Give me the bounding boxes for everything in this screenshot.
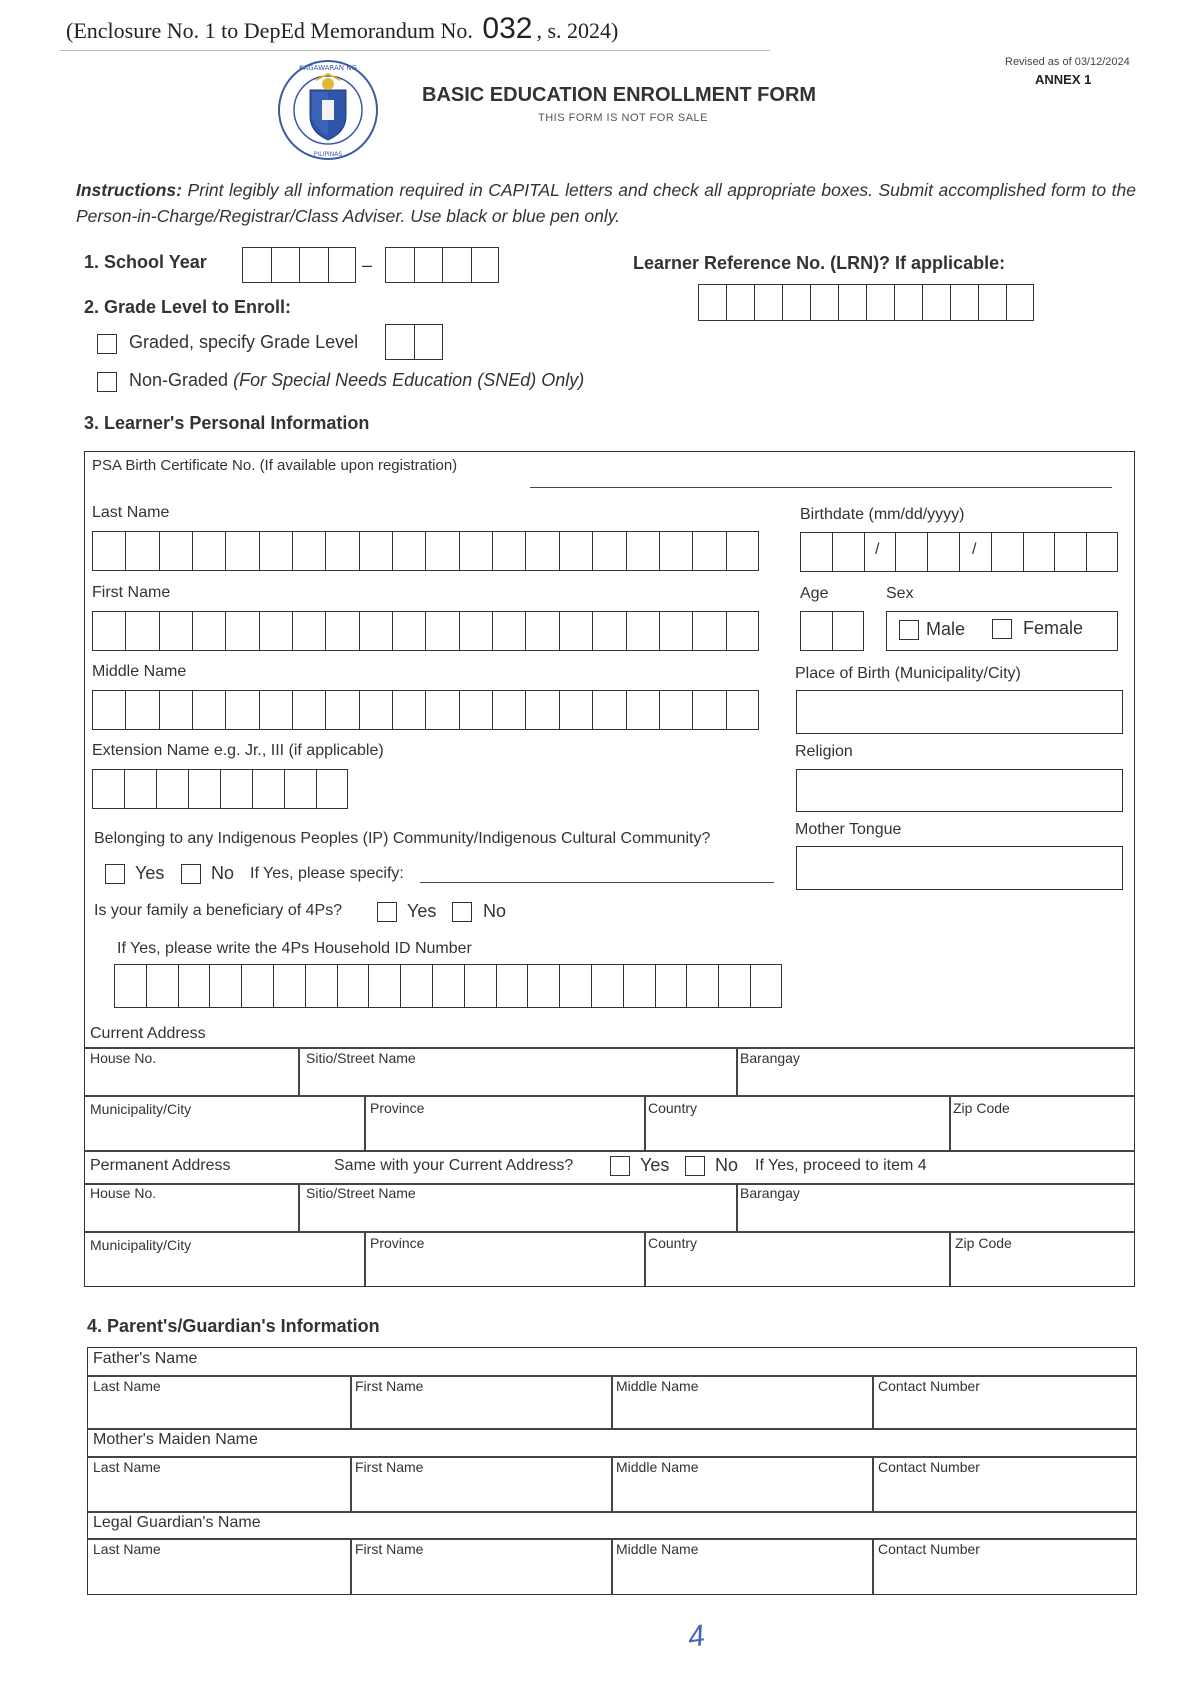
extension-name-boxes[interactable]	[92, 769, 348, 809]
middle-name-label: Middle Name	[92, 663, 187, 680]
memo-number: 032	[482, 12, 533, 45]
enclosure-prefix: (Enclosure No. 1 to DepEd Memorandum No.	[66, 18, 473, 43]
first-name-boxes[interactable]	[92, 611, 759, 651]
extension-name-label: Extension Name e.g. Jr., III (if applicable)	[92, 742, 384, 759]
mother-vline-1	[350, 1456, 352, 1511]
fourps-yes-checkbox[interactable]	[377, 902, 397, 922]
perm-zip-label: Zip Code	[955, 1235, 1012, 1251]
current-zip-label: Zip Code	[953, 1100, 1010, 1116]
fourps-question: Is your family a beneficiary of 4Ps?	[94, 902, 343, 919]
guardian-vline-3	[872, 1538, 874, 1595]
grade-level-label: 2. Grade Level to Enroll:	[84, 297, 292, 317]
same-address-question: Same with your Current Address?	[334, 1157, 574, 1174]
father-middle-name-label: Middle Name	[616, 1378, 699, 1394]
middle-name-boxes[interactable]	[92, 690, 759, 730]
school-year-end-boxes[interactable]	[385, 247, 499, 283]
religion-field[interactable]	[796, 769, 1123, 812]
age-label: Age	[800, 585, 829, 602]
addr-vline-4	[644, 1095, 646, 1150]
current-house-no-label: House No.	[90, 1050, 157, 1066]
last-name-boxes[interactable]	[92, 531, 759, 571]
addr-vline-3	[364, 1095, 366, 1150]
revised-date: Revised as of 03/12/2024	[1005, 56, 1130, 68]
addr-top-line	[84, 1047, 1135, 1049]
enclosure-suffix: , s. 2024)	[536, 18, 619, 43]
lrn-label: Learner Reference No. (LRN)? If applicable:	[633, 253, 1006, 273]
place-of-birth-field[interactable]	[796, 690, 1123, 734]
female-checkbox[interactable]	[992, 619, 1012, 639]
perm-house-no-label: House No.	[90, 1185, 157, 1201]
birthdate-label: Birthdate (mm/dd/yyyy)	[800, 506, 965, 523]
guardian-first-name-label: First Name	[355, 1541, 424, 1557]
ip-question: Belonging to any Indigenous Peoples (IP) Community/Indigenous Cultural Community?	[94, 830, 711, 847]
mother-contact-label: Contact Number	[878, 1459, 980, 1475]
enclosure-line	[66, 12, 618, 46]
instructions	[76, 177, 1136, 229]
annex-label: ANNEX 1	[1035, 72, 1092, 87]
non-graded-label: Non-Graded	[129, 370, 229, 390]
same-yes-checkbox[interactable]	[610, 1156, 630, 1176]
same-no-label: No	[715, 1155, 739, 1175]
school-year-start-boxes[interactable]	[242, 247, 356, 283]
current-street-label: Sitio/Street Name	[306, 1050, 416, 1066]
mother-vline-3	[872, 1456, 874, 1511]
fourps-yes-label: Yes	[407, 901, 437, 921]
mother-tongue-label: Mother Tongue	[795, 821, 902, 838]
svg-text:PILIPINAS: PILIPINAS	[313, 151, 343, 158]
addr-bottom-line	[84, 1150, 1135, 1152]
father-bottom-line	[87, 1428, 1137, 1430]
perm-vline-3	[364, 1231, 366, 1286]
perm-vline-4	[644, 1231, 646, 1286]
deped-seal	[276, 58, 380, 162]
header-rule	[60, 50, 770, 51]
current-municipality-label: Municipality/City	[90, 1101, 192, 1117]
school-year-dash: –	[362, 255, 373, 275]
father-vline-3	[872, 1375, 874, 1428]
graded-label: Graded, specify Grade Level	[129, 332, 359, 352]
guardian-vline-2	[611, 1538, 613, 1595]
same-yes-label: Yes	[640, 1155, 670, 1175]
father-contact-label: Contact Number	[878, 1378, 980, 1394]
perm-mid-line	[84, 1231, 1135, 1233]
mother-bottom-line	[87, 1511, 1137, 1513]
school-year-label: 1. School Year	[84, 252, 207, 272]
same-no-checkbox[interactable]	[685, 1156, 705, 1176]
mother-middle-name-label: Middle Name	[616, 1459, 699, 1475]
sex-label: Sex	[886, 585, 914, 602]
mother-vline-2	[611, 1456, 613, 1511]
page-mark: 4	[685, 1619, 707, 1655]
current-country-label: Country	[648, 1100, 698, 1116]
psa-line[interactable]	[530, 487, 1112, 488]
mother-name-label: Mother's Maiden Name	[93, 1431, 258, 1448]
father-name-label: Father's Name	[93, 1350, 198, 1367]
perm-vline-2	[736, 1183, 738, 1231]
birthdate-boxes[interactable]	[800, 532, 1118, 572]
graded-checkbox[interactable]	[97, 334, 117, 354]
perm-vline-5	[949, 1231, 951, 1286]
father-first-name-label: First Name	[355, 1378, 424, 1394]
perm-province-label: Province	[370, 1235, 425, 1251]
non-graded-note: (For Special Needs Education (SNEd) Only)	[233, 370, 585, 390]
birthdate-slash-1: /	[875, 541, 880, 558]
guardian-contact-label: Contact Number	[878, 1541, 980, 1557]
proceed-note: If Yes, proceed to item 4	[755, 1157, 927, 1174]
fourps-id-boxes[interactable]	[114, 964, 782, 1008]
perm-country-label: Country	[648, 1235, 698, 1251]
ip-yes-label: Yes	[135, 863, 165, 883]
lrn-boxes[interactable]	[698, 284, 1034, 321]
mother-last-name-label: Last Name	[93, 1459, 161, 1475]
male-checkbox[interactable]	[899, 620, 919, 640]
first-name-label: First Name	[92, 584, 171, 601]
current-province-label: Province	[370, 1100, 425, 1116]
non-graded-line	[129, 370, 584, 391]
permanent-address-label: Permanent Address	[90, 1157, 231, 1174]
fourps-no-checkbox[interactable]	[452, 902, 472, 922]
ip-yes-checkbox[interactable]	[105, 864, 125, 884]
ip-no-label: No	[211, 863, 235, 883]
instructions-text: Print legibly all information required in CAPITAL letters and check all appropriate boxes. Submit accomplished form to the Person-in-Charge/Registrar/Class Adviser. Use black or blue pen only.	[76, 180, 1136, 226]
perm-municipality-label: Municipality/City	[90, 1237, 192, 1253]
perm-vline-1	[298, 1183, 300, 1231]
instructions-lead: Instructions:	[76, 180, 182, 200]
father-last-name-label: Last Name	[93, 1378, 161, 1394]
ip-specify-line[interactable]	[420, 882, 774, 883]
form-title: BASIC EDUCATION ENROLLMENT FORM	[422, 84, 817, 106]
guardian-vline-1	[350, 1538, 352, 1595]
ip-specify-label: If Yes, please specify:	[250, 865, 404, 882]
guardian-name-label: Legal Guardian's Name	[93, 1514, 261, 1531]
guardian-last-name-label: Last Name	[93, 1541, 161, 1557]
addr-vline-5	[949, 1095, 951, 1150]
birthdate-slash-2: /	[972, 541, 977, 558]
fourps-no-label: No	[483, 901, 507, 921]
age-boxes[interactable]	[800, 611, 864, 651]
perm-top-line	[84, 1183, 1135, 1185]
addr-vline-2	[736, 1047, 738, 1095]
form-subtitle: THIS FORM IS NOT FOR SALE	[538, 112, 708, 124]
fourps-id-label: If Yes, please write the 4Ps Household ID Number	[117, 940, 472, 957]
perm-barangay-label: Barangay	[740, 1185, 800, 1201]
mother-first-name-label: First Name	[355, 1459, 424, 1475]
place-of-birth-label: Place of Birth (Municipality/City)	[795, 665, 1021, 682]
last-name-label: Last Name	[92, 504, 170, 521]
svg-text:KAGAWARAN NG: KAGAWARAN NG	[299, 64, 357, 72]
ip-no-checkbox[interactable]	[181, 864, 201, 884]
personal-info-heading: 3. Learner's Personal Information	[84, 413, 370, 433]
perm-street-label: Sitio/Street Name	[306, 1185, 416, 1201]
male-label: Male	[926, 619, 966, 639]
parent-info-heading: 4. Parent's/Guardian's Information	[87, 1316, 380, 1336]
psa-label: PSA Birth Certificate No. (If available upon registration)	[92, 457, 458, 474]
addr-vline-1	[298, 1047, 300, 1095]
guardian-middle-name-label: Middle Name	[616, 1541, 699, 1557]
current-address-label: Current Address	[90, 1025, 206, 1042]
addr-mid-line	[84, 1095, 1135, 1097]
mother-tongue-field[interactable]	[796, 846, 1123, 890]
female-label: Female	[1023, 618, 1084, 638]
father-vline-2	[611, 1375, 613, 1428]
religion-label: Religion	[795, 743, 853, 760]
grade-level-boxes[interactable]	[385, 324, 443, 360]
father-vline-1	[350, 1375, 352, 1428]
non-graded-checkbox[interactable]	[97, 372, 117, 392]
current-barangay-label: Barangay	[740, 1050, 800, 1066]
